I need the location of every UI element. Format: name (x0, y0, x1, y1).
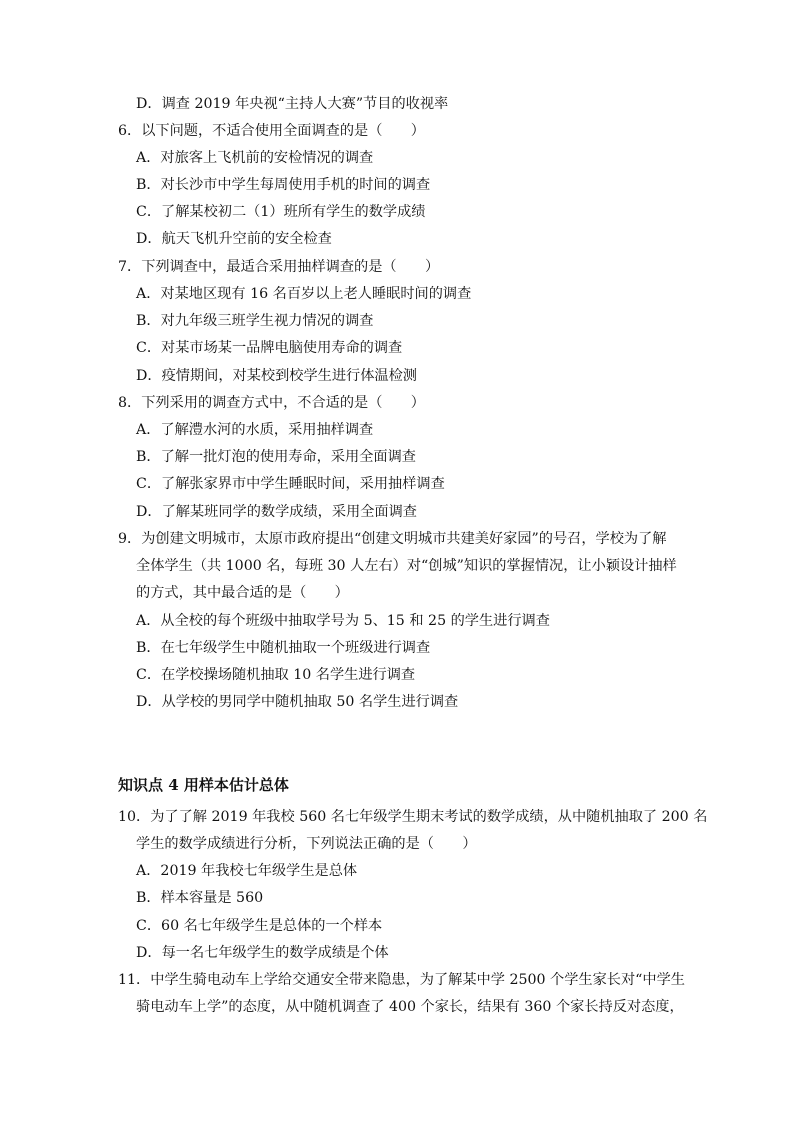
q6-stem: 6．以下问题，不适合使用全面调查的是（ ） (118, 123, 425, 139)
q11-stem-line-1: 11．中学生骑电动车上学给交通安全带来隐患，为了解某中学 2500 个学生家长对“中学生 (118, 972, 685, 988)
q7-stem: 7．下列调查中，最适合采用抽样调查的是（ ） (118, 259, 440, 275)
q8-option-c: C．了解张家界市中学生睡眠时间，采用抽样调查 (136, 476, 445, 492)
q7-option-c: C．对某市场某一品牌电脑使用寿命的调查 (136, 340, 403, 356)
q10-stem-line-1: 10．为了了解 2019 年我校 560 名七年级学生期末考试的数学成绩，从中随机抽取了 200 名 (118, 809, 708, 825)
q10-option-d: D．每一名七年级学生的数学成绩是个体 (136, 945, 389, 961)
q8-option-a: A．了解澧水河的水质，采用抽样调查 (136, 422, 374, 438)
q8-stem: 8．下列采用的调查方式中，不合适的是（ ） (118, 395, 425, 411)
q5-option-d: D．调查 2019 年央视“主持人大赛”节目的收视率 (136, 96, 449, 112)
q7-option-a: A．对某地区现有 16 名百岁以上老人睡眠时间的调查 (136, 286, 472, 302)
section-heading: 知识点 4 用样本估计总体 (118, 776, 289, 794)
q6-option-c: C．了解某校初二（1）班所有学生的数学成绩 (136, 204, 426, 220)
q10-option-a: A．2019 年我校七年级学生是总体 (136, 863, 358, 879)
q7-option-d: D．疫情期间，对某校到校学生进行体温检测 (136, 368, 417, 384)
q9-option-c: C．在学校操场随机抽取 10 名学生进行调查 (136, 667, 416, 683)
q10-stem-line-2: 学生的数学成绩进行分析，下列说法正确的是（ ） (136, 836, 477, 852)
q8-option-d: D．了解某班同学的数学成绩，采用全面调查 (136, 504, 417, 520)
q6-option-b: B．对长沙市中学生每周使用手机的时间的调查 (136, 177, 431, 193)
q9-stem-line-2: 全体学生（共 1000 名，每班 30 人左右）对“创城”知识的掌握情况，让小颖设计抽样 (136, 558, 677, 574)
q8-option-b: B．了解一批灯泡的使用寿命，采用全面调查 (136, 449, 416, 465)
q9-stem-line-3: 的方式，其中最合适的是（ ） (136, 585, 349, 601)
q9-stem-line-1: 9．为创建文明城市，太原市政府提出“创建文明城市共建美好家园”的号召，学校为了解 (118, 531, 667, 547)
q10-option-c: C．60 名七年级学生是总体的一个样本 (136, 918, 383, 934)
q11-stem-line-2: 骑电动车上学”的态度，从中随机调查了 400 个家长，结果有 360 个家长持反对态度， (136, 999, 684, 1015)
q10-option-b: B．样本容量是 560 (136, 890, 264, 906)
q6-option-d: D．航天飞机升空前的安全检查 (136, 231, 332, 247)
q9-option-d: D．从学校的男同学中随机抽取 50 名学生进行调查 (136, 694, 459, 710)
q9-option-b: B．在七年级学生中随机抽取一个班级进行调查 (136, 640, 431, 656)
q9-option-a: A．从全校的每个班级中抽取学号为 5、15 和 25 的学生进行调查 (136, 613, 550, 629)
q6-option-a: A．对旅客上飞机前的安检情况的调查 (136, 150, 374, 166)
q7-option-b: B．对九年级三班学生视力情况的调查 (136, 313, 374, 329)
